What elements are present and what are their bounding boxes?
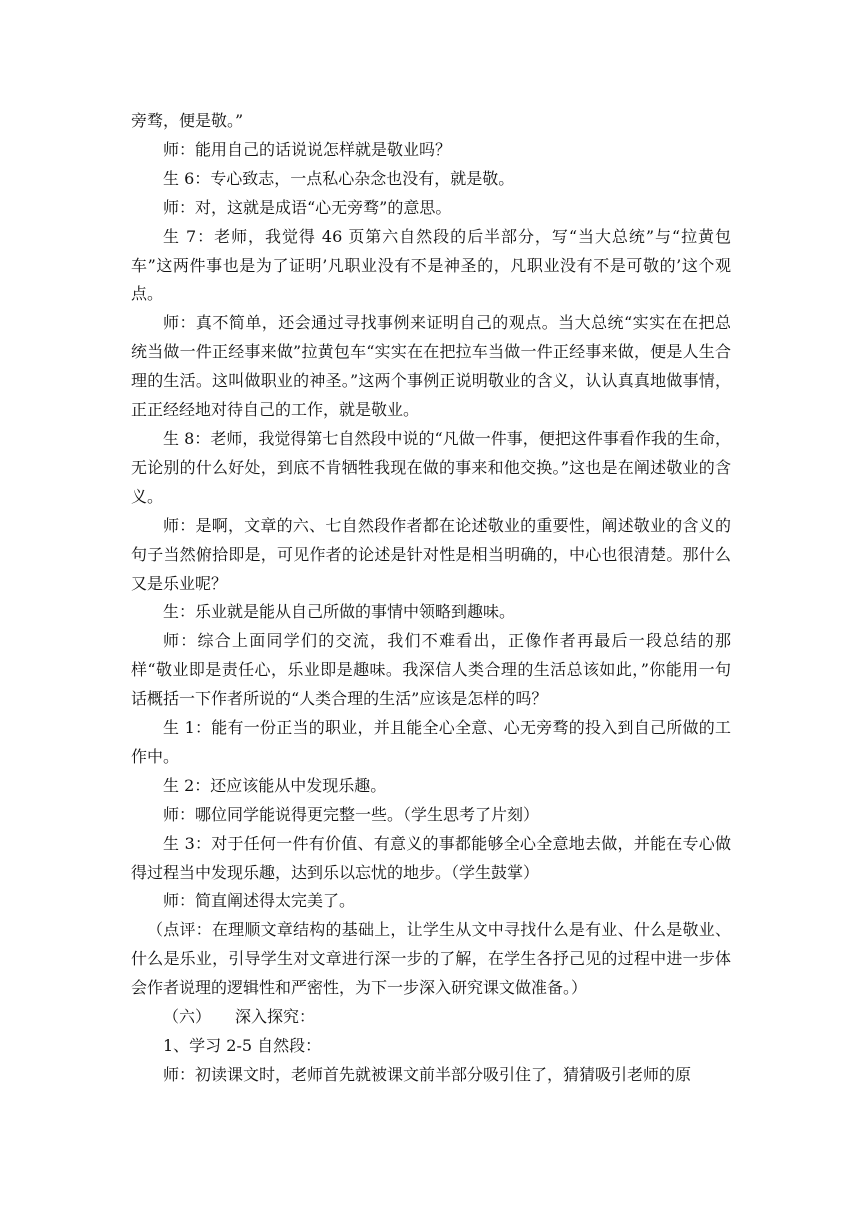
paragraph-teacher-summary: 师：综合上面同学们的交流，我们不难看出，正像作者再最后一段总结的那样“敬业即是责任心，乐业即是趣味。我深信人类合理的生活总该如此，”你能用一句话概括一下作者所说的“人类合理的生活”应该是怎样的吗？: [131, 631, 731, 709]
subsection-heading: 1、学习 2-5 自然段：: [163, 1036, 322, 1055]
paragraph-student-3: 生 3：对于任何一件有价值、有意义的事都能够全心全意地去做，并能在专心做得过程当中发现乐趣，达到乐以忘忧的地步。（学生鼓掌）: [131, 833, 731, 882]
paragraph-continuation: 旁骛，便是敬。”: [131, 111, 244, 130]
paragraph-teacher-question: 师：能用自己的话说说怎样就是敬业吗？: [163, 139, 452, 159]
paragraph-student-2: 生 2：还应该能从中发现乐趣。: [163, 775, 387, 795]
paragraph-teacher-praise: 师：简直阐述得太完美了。: [163, 891, 356, 911]
paragraph-teacher-ask-complete: 师：哪位同学能说得更完整一些。（学生思考了片刻）: [163, 804, 540, 824]
section-heading: （六） 深入探究：: [163, 1007, 316, 1027]
paragraph-teacher-examples: 师：真不简单，还会通过寻找事例来证明自己的观点。当大总统“实实在在把总统当做一件正经事来做”拉黄包车“实实在在把拉车当做一件正经事来做，便是人生合理的生活。这叫做职业的神圣。”这两个事例正说明敬业的含义，认认真真地做事情，正正经经地对待自己的工作，就是敬业。: [131, 313, 731, 420]
paragraph-student-7: 生 7：老师，我觉得 46 页第六自然段的后半部分，写“当大总统”与“拉黄包车”这两件事也是为了证明’凡职业没有不是神圣的，凡职业没有不是可敬的’这个观点。: [131, 226, 731, 304]
paragraph-student-1: 生 1：能有一份正当的职业，并且能全心全意、心无旁骛的投入到自己所做的工作中。: [131, 718, 731, 766]
paragraph-teacher-joy-question: 师：是啊，文章的六、七自然段作者都在论述敬业的重要性，阐述敬业的含义的句子当然俯拾即是，可见作者的论述是针对性是相当明确的，中心也很清楚。那什么又是乐业呢？: [131, 515, 731, 593]
paragraph-commentary: （点评：在理顺文章结构的基础上，让学生从文中寻找什么是有业、什么是敬业、什么是乐业，引导学生对文章进行深一步的了解，在学生各抒己见的过程中进一步体会作者说理的逻辑性和严密性，为下一步深入研究课文做准备。）: [131, 920, 731, 998]
paragraph-student-6: 生 6：专心致志，一点私心杂念也没有，就是敬。: [163, 168, 515, 188]
paragraph-teacher-intro: 师：初读课文时，老师首先就被课文前半部分吸引住了，猜猜吸引老师的原: [163, 1064, 692, 1084]
paragraph-teacher-idiom: 师：对，这就是成语“心无旁骛”的意思。: [163, 197, 452, 217]
paragraph-student-joy: 生：乐业就是能从自己所做的事情中领略到趣味。: [163, 602, 516, 622]
paragraph-student-8: 生 8：老师，我觉得第七自然段中说的“凡做一件事，便把这件事看作我的生命，无论别的什么好处，到底不肯牺牲我现在做的事来和他交换。”这也是在阐述敬业的含义。: [131, 428, 731, 506]
document-body: [131, 107, 731, 1090]
